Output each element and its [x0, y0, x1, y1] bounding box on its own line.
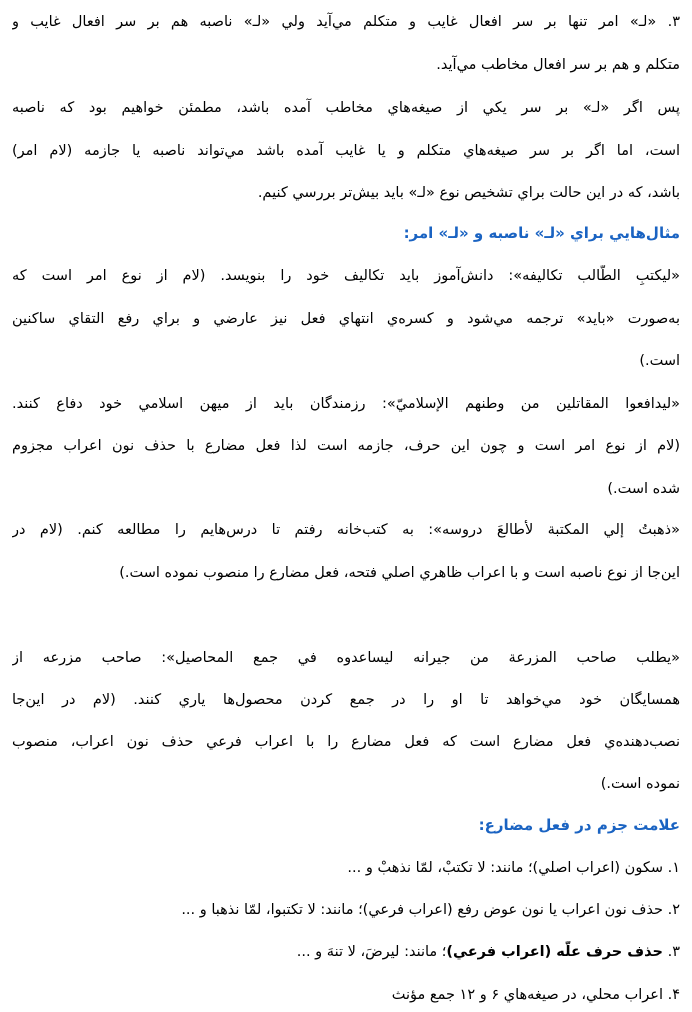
text-line: «ليكتبِ الطّالب تكاليفه»: دانش‌آموز بايد تكاليف خود را بنويسد. (لام از نوع امر است كه — [12, 268, 680, 284]
text-line: شده است.) — [607, 481, 680, 497]
section-heading: علامت جزم در فعل مضارع: — [478, 816, 680, 834]
text-line: «ليدافعوا المقاتلين من وطنهم الإسلاميّ»: رزمندگان بايد از ميهن اسلامي خود دفاع كنند. — [12, 396, 680, 412]
text-line: به‌صورت «بايد» ترجمه مي‌شود و كسره‌ي انتهاي فعل نيز عارضي و براي رفع التقاي ساكنين — [12, 311, 680, 327]
text-line: باشد، كه در اين حالت براي تشخيص نوع «لـ» بايد بيش‌تر بررسي كنيم. — [257, 185, 680, 201]
text-line: نصب‌دهنده‌ي فعل مضارع است كه فعل مضارع را با اعراب فرعي حذف نون اعراب، منصوب — [12, 734, 680, 750]
text-line: است.) — [639, 353, 680, 369]
list-item: ۱. سكون (اعراب اصلي)؛ مانند: لا تكتبْ، لمّا نذهبْ و ... — [347, 860, 680, 876]
list-number: ۳. — [662, 944, 680, 960]
text-line: نموده است.) — [600, 776, 680, 792]
list-item: ۴. اعراب محلي، در صيغه‌هاي ۶ و ۱۲ جمع مؤنث — [391, 987, 680, 1003]
list-item: ۲. حذف نون اعراب يا نون عوض رفع (اعراب فرعي)؛ مانند: لا تكتبوا، لمّا نذهبا و ... — [181, 902, 680, 918]
text-line: ۳. «لـ» امر تنها بر سر افعال غايب و متكلم مي‌آيد ولي «لـ» ناصبه هم بر سر افعال غايب و — [12, 14, 680, 30]
text-line: «يطلب صاحب المزرعة من جيرانه ليساعدوه في جمع المحاصيل»: صاحب مزرعه از — [12, 650, 680, 666]
text-line: پس اگر «لـ» بر سر يكي از صيغه‌هاي مخاطب آمده باشد، مطمئن خواهيم بود كه ناصبه — [12, 100, 680, 116]
text-line: اين‌جا از نوع ناصبه است و با اعراب ظاهري اصلي فتحه، فعل مضارع را منصوب نموده است.) — [119, 565, 680, 581]
list-item — [12, 941, 680, 963]
bold-term: حذف حرف علّه (اعراب فرعي) — [446, 944, 663, 960]
section-heading: مثال‌هايي براي «لـ» ناصبه و «لـ» امر: — [403, 224, 680, 242]
text-line: متكلم و هم بر سر افعال مخاطب مي‌آيد. — [436, 57, 680, 73]
text-line: است، اما اگر بر سر صيغه‌هاي متكلم و يا غايب آمده باشد مي‌تواند ناصبه يا جازمه (لام امر) — [12, 143, 680, 159]
text-line: «ذهبتُ إلي المكتبة لأطالعَ دروسه»: به كتب‌خانه رفتم تا درس‌هايم را مطالعه كنم. (لام در — [12, 522, 680, 538]
text-line: (لام از نوع امر است و چون اين حرف، جازمه است لذا فعل مضارع با حذف نون اعراب مجزوم — [12, 438, 680, 454]
list-text: ؛ مانند: ليرضَ، لا تنهَ و ... — [296, 944, 447, 960]
text-line: همسايگان خود مي‌خواهد تا او را در جمع كردن محصول‌ها ياري كنند. (لام در اين‌جا — [12, 692, 680, 708]
